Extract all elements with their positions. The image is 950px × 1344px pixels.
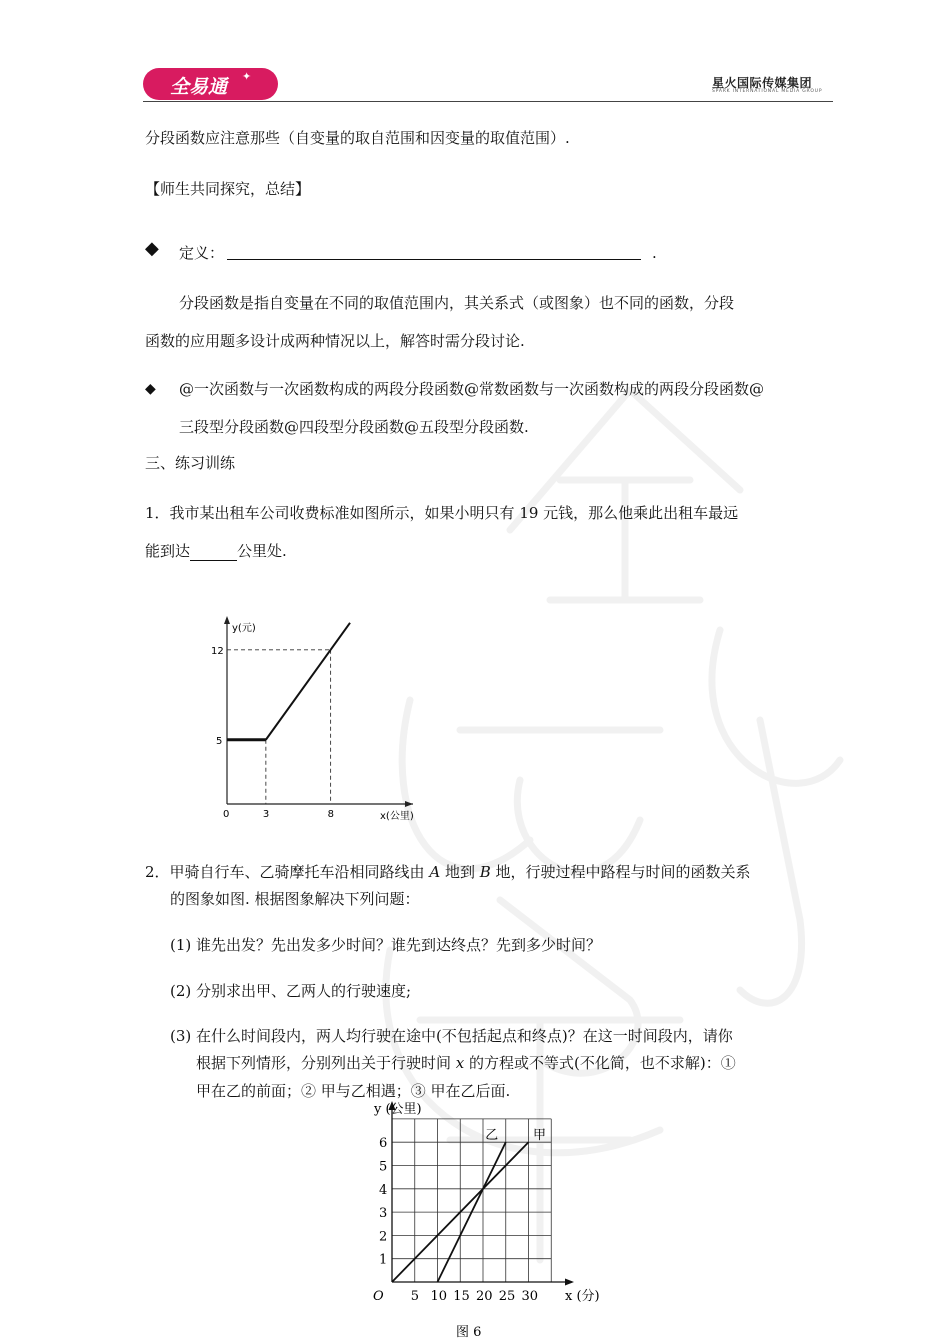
y-tick-label: 2: [379, 1229, 388, 1245]
x-axis-label: x(公里): [380, 811, 414, 822]
q2-s3-text-a: 根据下列情形，分别列出关于行驶时间: [196, 1054, 456, 1072]
logo-text: 全易通: [170, 76, 228, 98]
answer-blank: [190, 546, 237, 561]
y-tick-label: 5: [379, 1159, 388, 1175]
y-axis-label: y(元): [232, 623, 256, 634]
question-2-sub-3-line-1: (3) 在什么时间段内，两人均行驶在途中(不包括起点和终点)？在这一时间段内，请你: [170, 1027, 733, 1045]
bullet-line-2: 三段型分段函数@四段型分段函数@五段型分段函数.: [179, 418, 529, 436]
x-tick-label: 5: [410, 1289, 420, 1304]
paragraph-3-line-2: 函数的应用题多设计成两种情况以上，解答时需分段讨论.: [145, 332, 525, 350]
fare-line-segment: [331, 623, 350, 650]
q2-point-b: B: [479, 863, 491, 881]
series-label-jia: 甲: [533, 1128, 547, 1144]
origin-label: O: [373, 1289, 384, 1304]
diamond-bullet-icon: ◆: [145, 381, 156, 397]
x-tick-label: 25: [498, 1289, 516, 1304]
x-tick-label: 8: [327, 809, 334, 820]
y-axis-arrow-icon: [224, 616, 230, 624]
x-tick-label: 15: [453, 1289, 470, 1304]
y-tick-label: 3: [379, 1206, 388, 1222]
q2-text-a: 2．甲骑自行车、乙骑摩托车沿相同路线由: [145, 863, 430, 881]
series-label-yi: 乙: [485, 1128, 499, 1144]
paragraph-1: 分段函数应注意那些（自变量的取自范围和因变量的取值范围）.: [145, 129, 570, 147]
question-2-sub-3-line-2: [196, 1053, 736, 1073]
y-tick-label: 6: [379, 1136, 388, 1152]
question-2-sub-3-line-3: 甲在乙的前面；② 甲与乙相遇；③ 甲在乙后面.: [196, 1082, 511, 1100]
question-2-sub-1: (1) 谁先出发？先出发多少时间？谁先到达终点？先到多少时间？: [170, 936, 602, 954]
bullet-line-1: @一次函数与一次函数构成的两段分段函数@常数函数与一次函数构成的两段分段函数@: [179, 380, 765, 398]
definition-label: 定义：: [179, 244, 225, 262]
company-subtitle: SPARK INTERNATIONAL MEDIA GROUP: [712, 89, 823, 94]
definition-blank: [227, 259, 641, 260]
q2-text-c: 地，行驶过程中路程与时间的函数关系: [490, 863, 751, 881]
y-tick-label: 4: [379, 1182, 388, 1198]
question-1-line-2: [145, 541, 287, 561]
y-tick-label: 5: [216, 735, 223, 747]
x-tick-label: 10: [430, 1289, 448, 1304]
y-tick-label: 12: [211, 645, 224, 657]
question-1-text-a: 能到达: [145, 542, 191, 560]
x-axis-arrow-icon: [565, 1279, 574, 1286]
diamond-bullet-icon: ◆: [145, 238, 159, 259]
question-1-text-b: 公里处.: [237, 542, 287, 560]
definition-period: .: [652, 244, 657, 262]
x-tick-label: 30: [521, 1289, 539, 1304]
x-axis-label: x (分): [565, 1289, 600, 1304]
question-2-line-1: [145, 862, 751, 882]
question-2-sub-2: (2) 分别求出甲、乙两人的行驶速度;: [170, 982, 412, 1000]
header-divider: [143, 101, 833, 102]
distance-time-chart: [360, 1098, 620, 1344]
q2-s3-variable: x: [455, 1054, 465, 1072]
question-2-line-2: 的图象如图. 根据图象解决下列问题：: [170, 890, 420, 908]
figure-caption: 图 6: [456, 1325, 482, 1340]
company-name: 星火国际传媒集团: [712, 76, 813, 90]
fare-line-segment: [266, 650, 331, 740]
question-1-line-1: 1．我市某出租车公司收费标准如图所示，如果小明只有 19 元钱，那么他乘此出租车最远: [145, 504, 739, 522]
x-tick-label: 3: [262, 809, 270, 820]
x-tick-label: 0: [223, 809, 230, 820]
y-axis-label: y (公里): [374, 1102, 422, 1117]
logo-star-icon: ✦: [242, 70, 252, 83]
q2-s3-text-b: 的方程或不等式(不化简，也不求解)：①: [464, 1054, 736, 1072]
x-axis-arrow-icon: [405, 801, 413, 807]
y-tick-label: 1: [379, 1252, 388, 1268]
paragraph-3-line-1: 分段函数是指自变量在不同的取值范围内，其关系式（或图象）也不同的函数，分段: [179, 294, 735, 312]
x-tick-label: 20: [476, 1289, 493, 1304]
q2-point-a: A: [429, 863, 441, 881]
taxi-fare-chart: [211, 612, 430, 827]
section-heading: 三、练习训练: [145, 454, 236, 472]
paragraph-2: 【师生共同探究，总结】: [145, 180, 311, 198]
q2-text-b: 地到: [440, 863, 480, 881]
